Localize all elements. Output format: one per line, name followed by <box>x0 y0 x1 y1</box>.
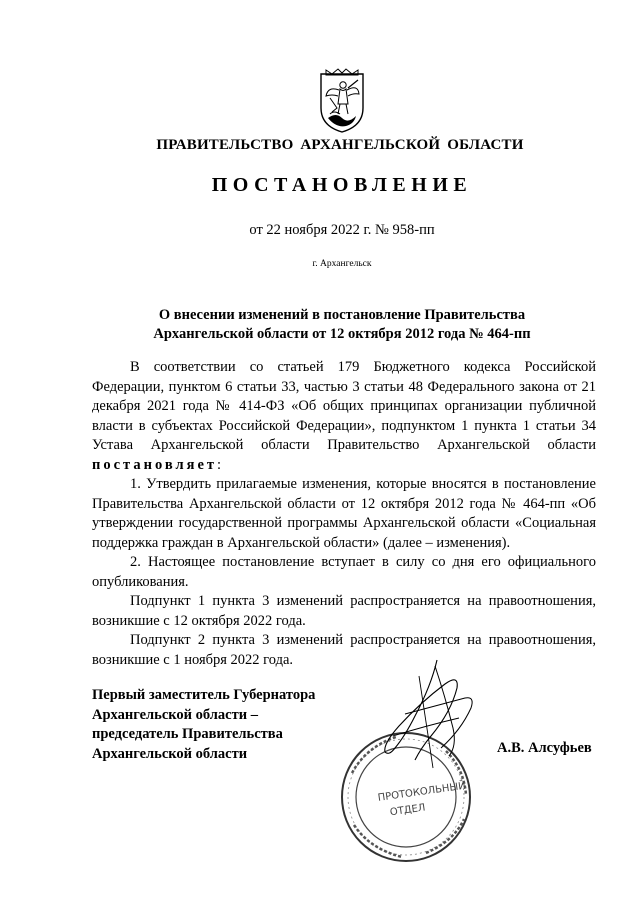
stamp-text-line-1: ПРОТОКОЛЬНЫЙ <box>377 780 467 804</box>
signer-name: А.В. Алсуфьев <box>497 740 592 756</box>
signer-title <box>92 686 315 764</box>
government-title: ПРАВИТЕЛЬСТВО АРХАНГЕЛЬСКОЙ ОБЛАСТИ <box>156 137 524 153</box>
signer-title-line-3: председатель Правительства <box>92 726 283 742</box>
stamp-text-line-2: ОТДЕЛ <box>389 802 427 819</box>
paragraph-preamble <box>92 358 596 475</box>
document-subject <box>0 306 640 344</box>
document-city: г. Архангельск <box>312 259 372 269</box>
decree-word: постановляет <box>92 456 218 473</box>
subject-line-1: О внесении изменений в постановление Правительства <box>158 307 526 323</box>
signer-title-line-4: Архангельской области <box>92 745 248 762</box>
document-type: ПОСТАНОВЛЕНИЕ <box>211 174 473 196</box>
coat-of-arms-icon <box>318 68 366 134</box>
subject-line-2: Архангельской области от 12 октября 2012 года № 464-пп <box>153 326 531 342</box>
preamble-text: В соответствии со статьей 179 Бюджетного кодекса Российской Федерации, пунктом 6 статьи 33, частью 3 статьи 48 Федерального закона от 21 декабря 2021 года № 414-ФЗ «Об общих принципах организации публичной власти в субъектах Российской Федерации», подпунктом 1 пункта 1 статьи 34 Устава Архангельской области Правительство Архангельской области <box>92 359 596 453</box>
document-body <box>92 358 596 670</box>
paragraph-item-2: 2. Настоящее постановление вступает в силу со дня его официального опубликования. <box>92 554 596 590</box>
preamble-colon: : <box>217 456 222 473</box>
document-date-number: от 22 ноября 2022 г. № 958-пп <box>249 222 435 238</box>
signer-title-line-2: Архангельской области – <box>92 706 258 723</box>
handwritten-signature <box>375 656 485 776</box>
paragraph-subitem-1: Подпункт 1 пункта 3 изменений распространяется на правоотношения, возникшие с 12 октября 2022 года. <box>92 593 596 629</box>
paragraph-item-1: 1. Утвердить прилагаемые изменения, которые вносятся в постановление Правительства Архангельской области от 12 октября 2012 года № 464-пп «Об утверждении государственной программы Архангельской области «Социальная поддержка граждан в Архангельской области» (далее – изменения). <box>92 476 596 551</box>
signer-title-line-1: Первый заместитель Губернатора <box>92 687 316 703</box>
paragraph-subitem-2: Подпункт 2 пункта 3 изменений распространяется на правоотношения, возникшие с 1 ноября 2022 года. <box>92 632 596 668</box>
